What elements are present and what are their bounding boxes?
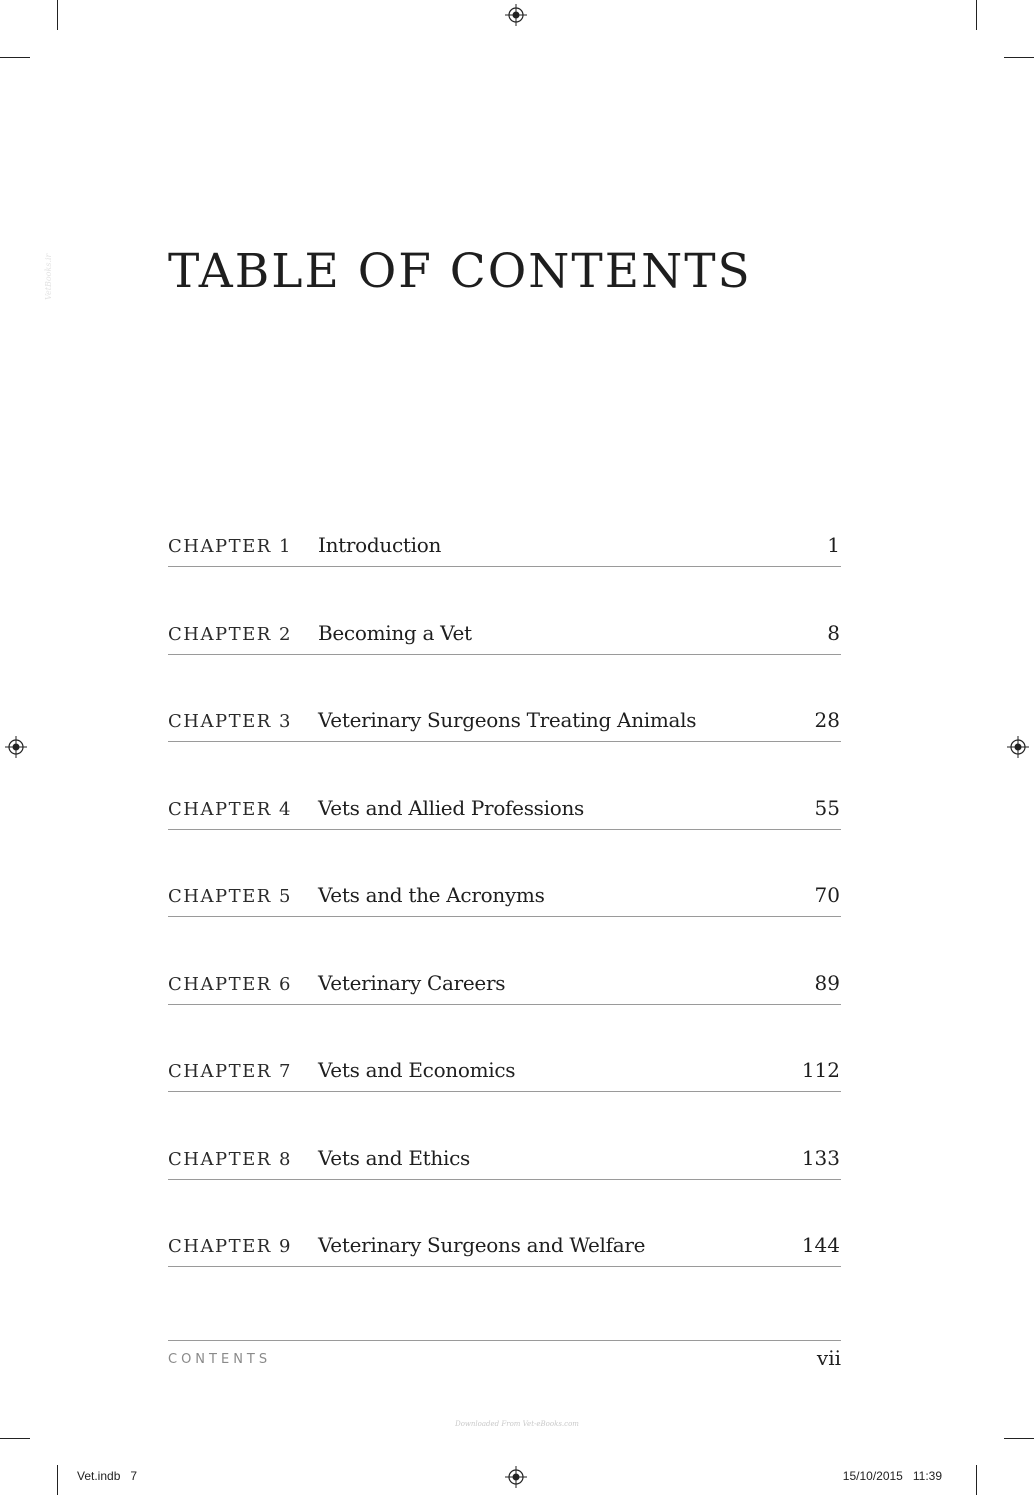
print-slug-file: Vet.indb 7 [77,1469,138,1483]
chapter-title: Veterinary Surgeons Treating Animals [318,708,697,732]
chapter-title: Vets and Ethics [318,1146,470,1170]
crop-mark-top-right [976,0,977,30]
toc-entry-chapter-4[interactable] [168,789,841,830]
download-watermark: Downloaded From Vet-eBooks.com [455,1420,579,1428]
side-watermark: VetBooks.ir [44,253,53,300]
chapter-page-number: 28 [814,708,840,732]
print-slug-date: 15/10/2015 11:39 [842,1469,942,1483]
crop-mark-bottom-right [976,1465,977,1495]
chapter-label: CHAPTER 6 [168,974,292,995]
chapter-title: Veterinary Careers [318,971,506,995]
toc-entry-chapter-3[interactable] [168,701,841,742]
toc-entry-chapter-8[interactable] [168,1139,841,1180]
chapter-label: CHAPTER 4 [168,799,292,820]
chapter-page-number: 8 [827,621,840,645]
crop-mark-bottom-left-h [0,1438,30,1439]
chapter-label: CHAPTER 9 [168,1236,292,1257]
chapter-label: CHAPTER 3 [168,711,292,732]
chapter-page-number: 55 [814,796,840,820]
crop-mark-bottom-left [57,1465,58,1495]
chapter-page-number: 112 [801,1058,840,1082]
chapter-page-number: 133 [801,1146,840,1170]
chapter-label: CHAPTER 7 [168,1061,292,1082]
footer-page-number: vii [816,1346,841,1370]
chapter-title: Vets and Economics [318,1058,516,1082]
chapter-label: CHAPTER 5 [168,886,292,907]
registration-mark-icon [1007,736,1029,758]
toc-entry-chapter-1[interactable] [168,526,841,567]
crop-mark-top-left-h [0,57,30,58]
chapter-title: Veterinary Surgeons and Welfare [318,1233,646,1257]
chapter-title: Vets and the Acronyms [318,883,545,907]
footer-rule [168,1340,841,1341]
chapter-title: Becoming a Vet [318,621,472,645]
toc-entry-chapter-6[interactable] [168,964,841,1005]
chapter-label: CHAPTER 8 [168,1149,292,1170]
crop-mark-top-left [57,0,58,30]
chapter-label: CHAPTER 2 [168,624,292,645]
chapter-page-number: 144 [801,1233,840,1257]
footer-section-label: CONTENTS [168,1352,272,1367]
chapter-title: Introduction [318,533,442,557]
registration-mark-icon [505,1466,527,1488]
registration-mark-icon [5,736,27,758]
page-title: TABLE OF CONTENTS [168,244,752,299]
registration-mark-icon [505,4,527,26]
chapter-page-number: 1 [827,533,840,557]
toc-entry-chapter-9[interactable] [168,1226,841,1267]
chapter-label: CHAPTER 1 [168,536,292,557]
crop-mark-top-right-h [1004,57,1034,58]
toc-entry-chapter-7[interactable] [168,1051,841,1092]
chapter-title: Vets and Allied Professions [318,796,585,820]
chapter-page-number: 70 [814,883,840,907]
toc-entry-chapter-2[interactable] [168,614,841,655]
chapter-page-number: 89 [814,971,840,995]
toc-entry-chapter-5[interactable] [168,876,841,917]
crop-mark-bottom-right-h [1004,1438,1034,1439]
